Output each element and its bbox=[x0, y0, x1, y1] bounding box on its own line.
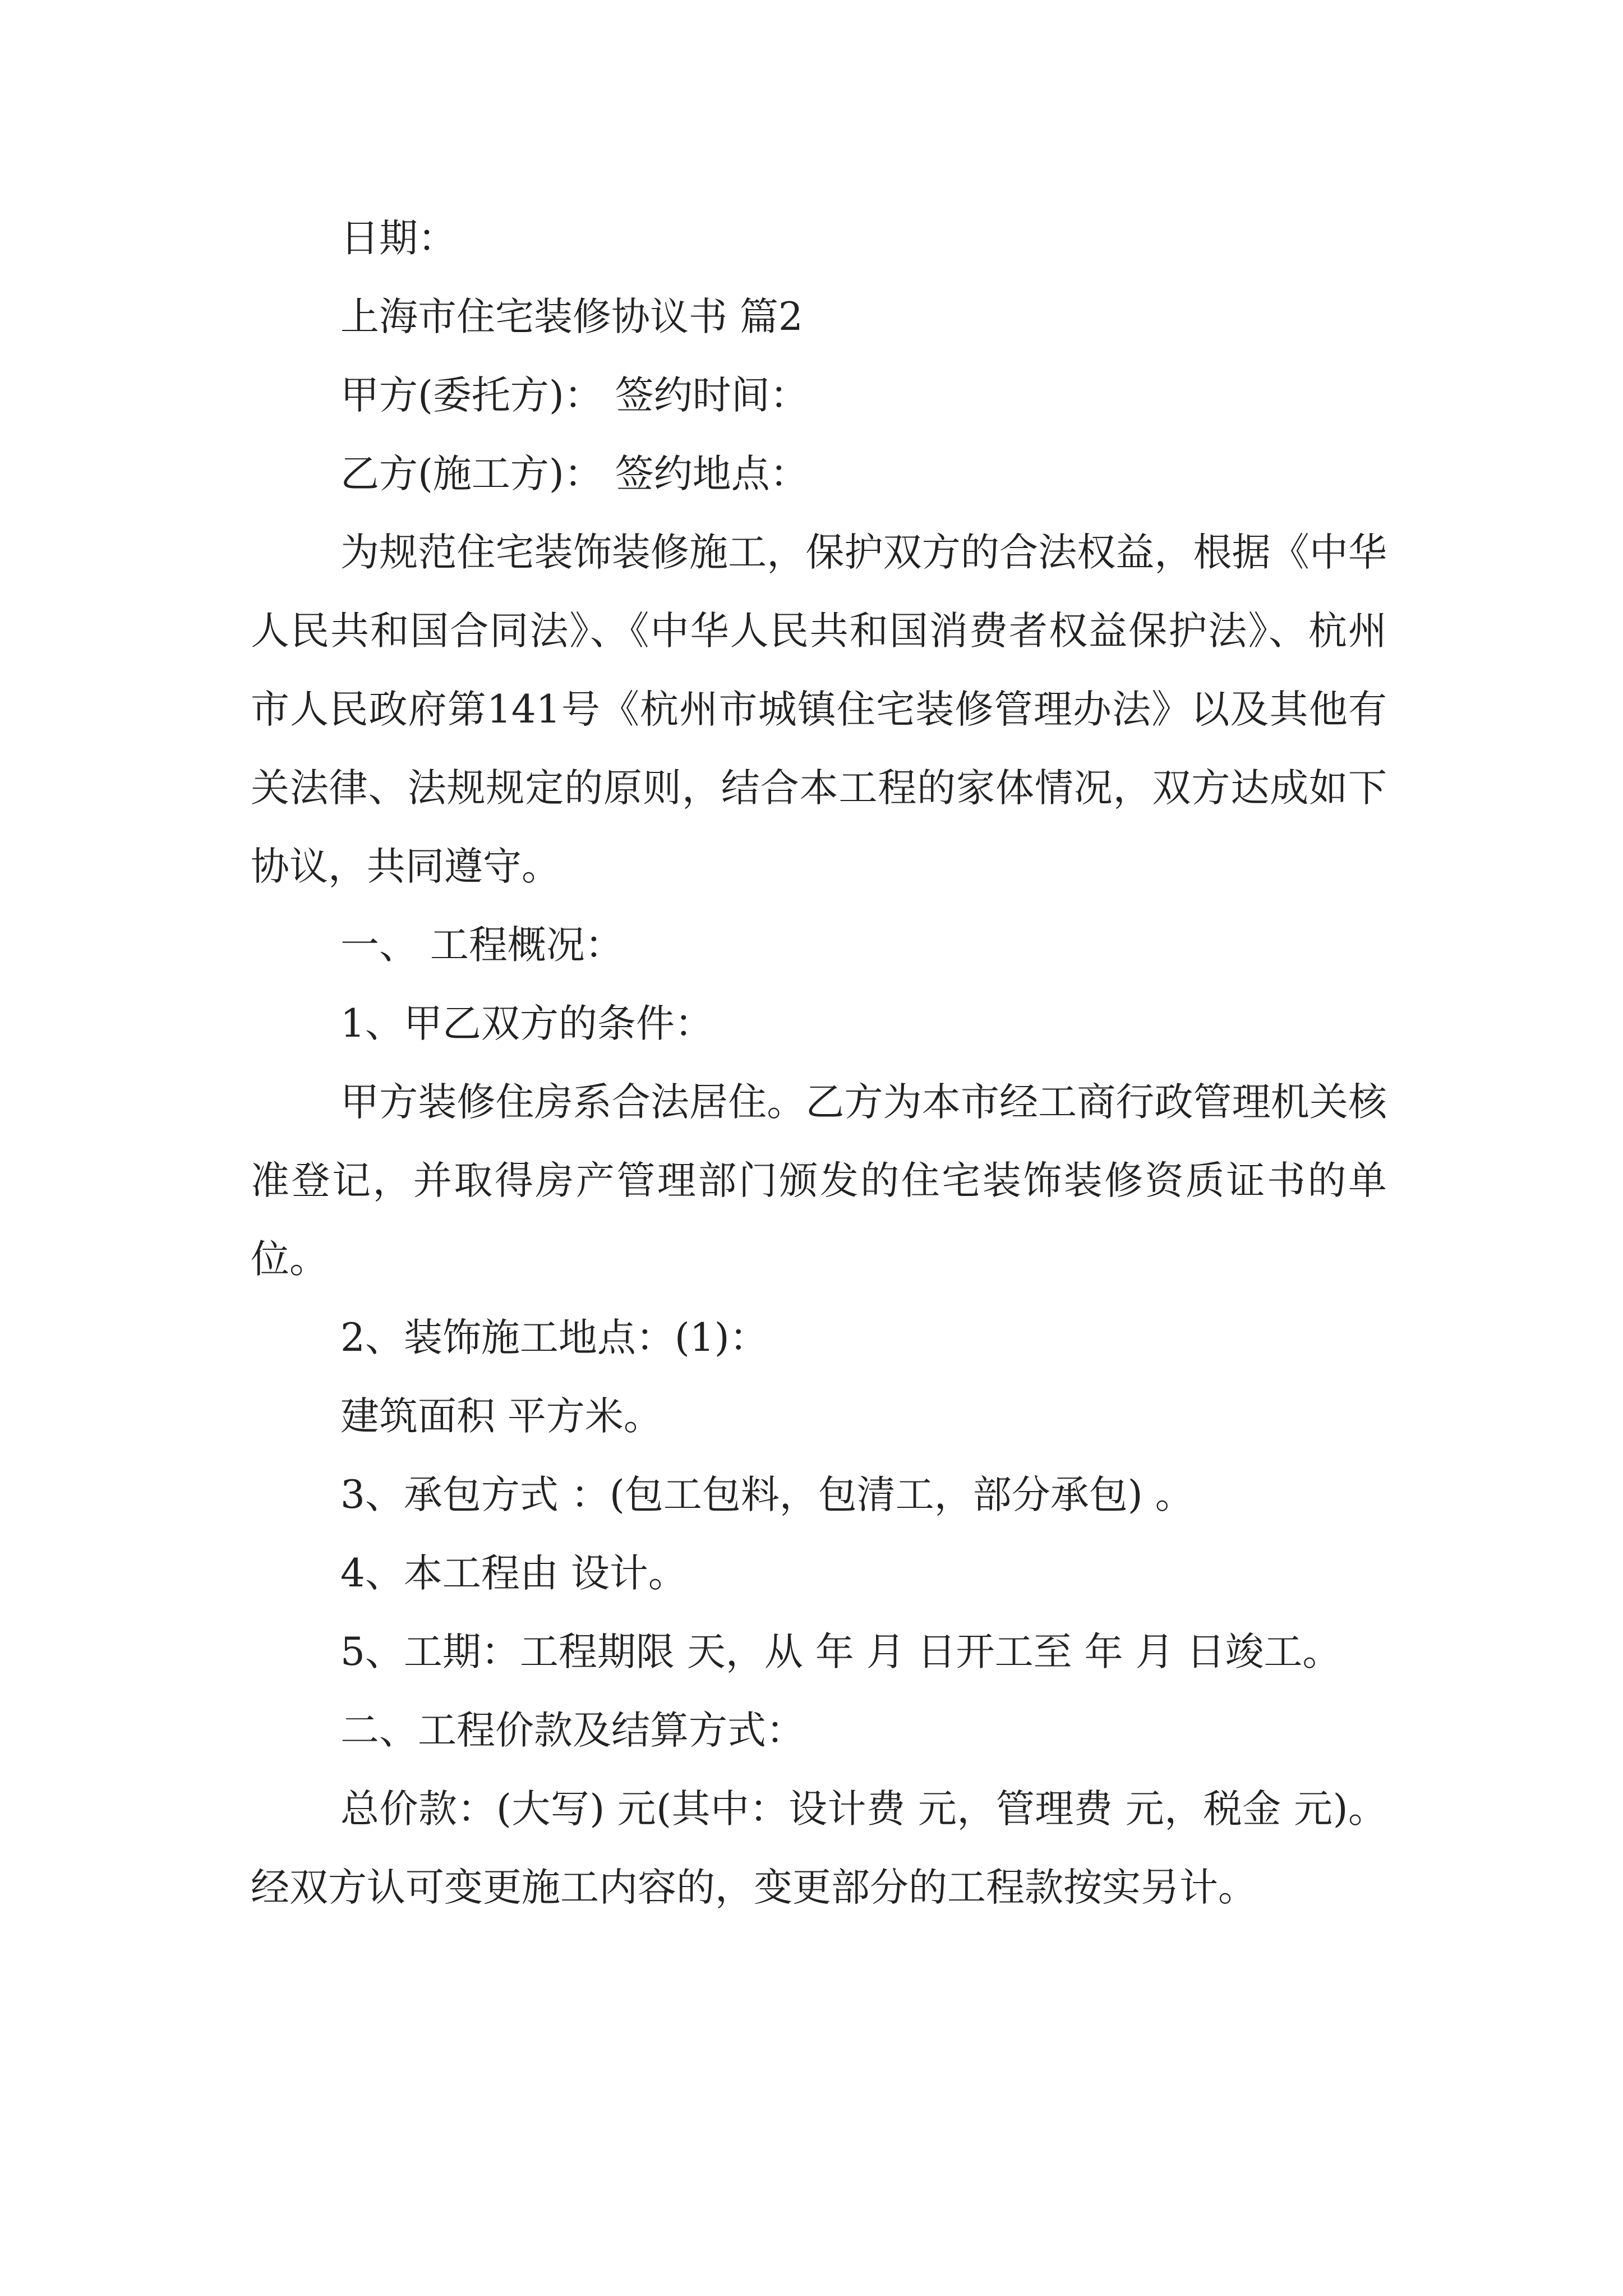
party-a-line: 甲方(委托方)： 签约时间： bbox=[340, 373, 809, 418]
clause-1-heading: 1、甲乙双方的条件： bbox=[340, 1001, 713, 1046]
party-b-line: 乙方(施工方)： 签约地点： bbox=[340, 452, 809, 496]
section-1-heading: 一、 工程概况： bbox=[340, 923, 624, 968]
preamble-paragraph: 为规范住宅装饰装修施工，保护双方的合法权益，根据《中华人民共和国合同法》、《中华人民共和国消费者权益保护法》、杭州市人民政府第141号《杭州市城镇住宅装修管理办法》以及其他有关法律、法规规定的原则，结合本工程的家体情况，双方达成如下协议，共同遵守。 bbox=[251, 530, 1387, 889]
floor-area-line: 建筑面积 平方米。 bbox=[340, 1394, 662, 1439]
total-price-paragraph: 总价款：(大写) 元(其中：设计费 元，管理费 元，税金 元)。经双方认可变更施工内容的，变更部分的工程款按实另计。 bbox=[251, 1787, 1387, 1910]
clause-3-line: 3、承包方式 ：(包工包料，包清工，部分承包) 。 bbox=[340, 1473, 1194, 1517]
clause-2-line: 2、装饰施工地点：(1)： bbox=[340, 1315, 768, 1360]
clause-5-paragraph: 5、工期：工程期限 天，从 年 月 日开工至 年 月 日竣工。 bbox=[340, 1630, 1341, 1674]
agreement-title: 上海市住宅装修协议书 篇2 bbox=[340, 295, 803, 339]
clause-4-line: 4、本工程由 设计。 bbox=[340, 1551, 687, 1596]
date-line: 日期： bbox=[340, 216, 457, 261]
document-body bbox=[251, 199, 1387, 1927]
clause-1-paragraph: 甲方装修住房系合法居住。乙方为本市经工商行政管理机关核准登记，并取得房产管理部门颁发的住宅装饰装修资质证书的单位。 bbox=[251, 1080, 1387, 1282]
section-2-heading: 二、工程价款及结算方式： bbox=[340, 1708, 805, 1753]
